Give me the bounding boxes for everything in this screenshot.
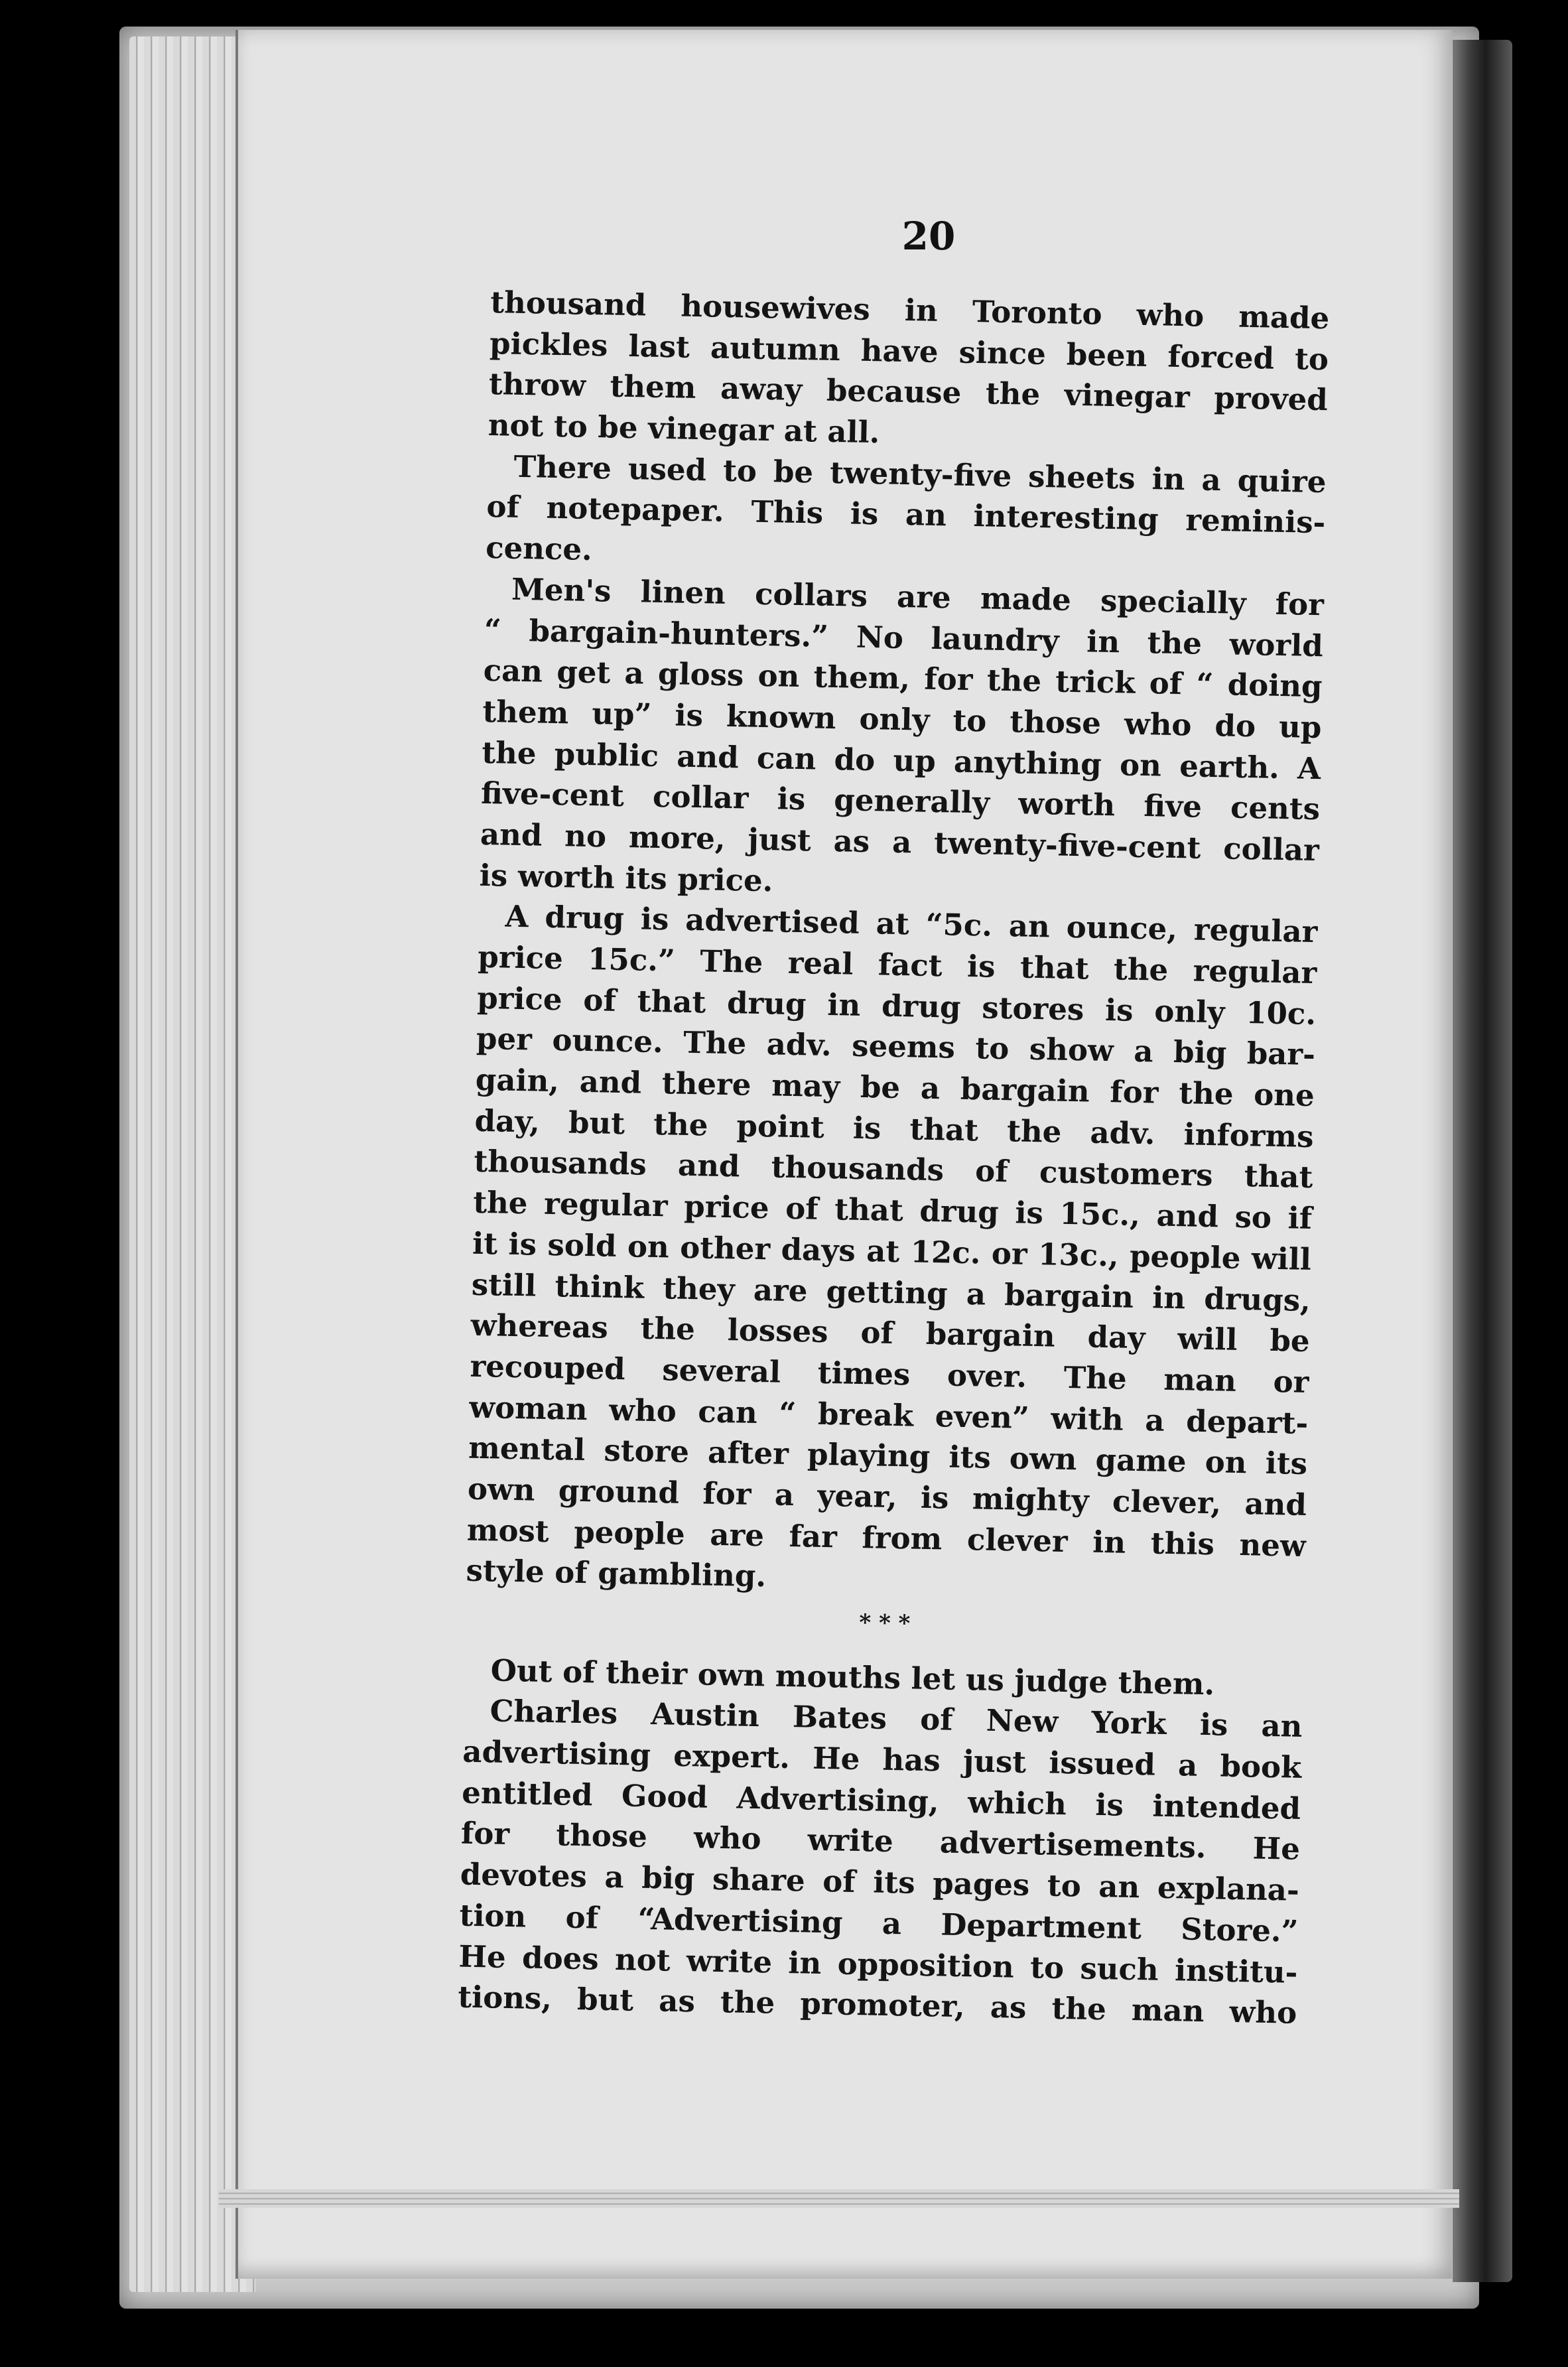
text-line: Men's linen collars are made specially for — [511, 571, 1325, 623]
text-line: He does not write in opposition to such institu- — [458, 1938, 1298, 1990]
text-line: entitled Good Advertising, which is intended — [461, 1775, 1301, 1826]
text-line: Charles Austin Bates of New York is an — [490, 1693, 1303, 1745]
text-line: for those who write advertisements. He — [460, 1816, 1301, 1867]
text-line: five-cent collar is generally worth five cents — [480, 776, 1321, 827]
text-line: tion of “Advertising a Department Store.” — [459, 1897, 1299, 1949]
text-line: “ bargain-hunters.” No laundry in the world — [484, 612, 1324, 663]
book-gutter — [1453, 40, 1512, 2282]
text-line: Out of their own mouths let us judge them. — [490, 1653, 1215, 1702]
text-line: A drug is advertised at “5c. an ounce, regular — [505, 898, 1318, 950]
text-line: not to be vinegar at all. — [488, 407, 880, 450]
text-line: pickles last autumn have since been forced to — [489, 325, 1329, 377]
text-line: per ounce. The adv. seems to show a big bar- — [476, 1021, 1316, 1073]
text-line: gain, and there may be a bargain for the one — [475, 1061, 1315, 1114]
text-line: still think they are getting a bargain in drugs, — [471, 1266, 1311, 1318]
text-line: price 15c.” The real fact is that the regular — [477, 939, 1317, 991]
text-line: throw them away because the vinegar proved — [488, 366, 1329, 418]
text-line: most people are far from clever in this new — [466, 1512, 1307, 1564]
text-line: style of gambling. — [466, 1552, 767, 1594]
body-text — [458, 282, 1330, 2034]
text-line: advertising expert. He has just issued a book — [462, 1733, 1302, 1785]
text-line: cence. — [485, 530, 593, 568]
text-line: whereas the losses of bargain day will be — [470, 1307, 1311, 1359]
text-line: There used to be twenty-five sheets in a quire — [513, 448, 1327, 500]
text-line: mental store after playing its own game on its — [468, 1430, 1308, 1482]
text-line: it is sold on other days at 12c. or 13c., people will — [472, 1225, 1312, 1277]
text-line: them up” is known only to those who do up — [482, 693, 1322, 746]
text-line: woman who can “ break even” with a depart- — [468, 1389, 1309, 1441]
bottom-page-edges — [219, 2189, 1459, 2208]
text-line: recouped several times over. The man or — [470, 1348, 1309, 1400]
section-divider-asterisks: * * * — [858, 1609, 911, 1637]
text-line: day, but the point is that the adv. informs — [474, 1103, 1315, 1154]
page-number: 20 — [901, 214, 956, 259]
text-line: of notepaper. This is an interesting reminis- — [486, 489, 1326, 541]
text-line: thousand housewives in Toronto who made — [490, 284, 1330, 336]
text-line: devotes a big share of its pages to an explana- — [460, 1856, 1300, 1908]
text-line: and no more, just as a twenty-five-cent collar — [480, 816, 1320, 868]
text-line: tions, but as the promoter, as the man who — [457, 1979, 1297, 2031]
text-line: own ground for a year, is mighty clever, and — [467, 1471, 1307, 1522]
text-line: price of that drug in drug stores is only 10c. — [476, 980, 1317, 1032]
text-line: thousands and thousands of customers that — [474, 1144, 1313, 1195]
text-line: can get a gloss on them, for the trick of “ doing — [483, 653, 1323, 705]
text-line: the regular price of that drug is 15c., and so if — [472, 1184, 1313, 1237]
text-line: the public and can do up anything on earth. A — [481, 734, 1321, 786]
text-line: is worth its price. — [479, 857, 773, 898]
